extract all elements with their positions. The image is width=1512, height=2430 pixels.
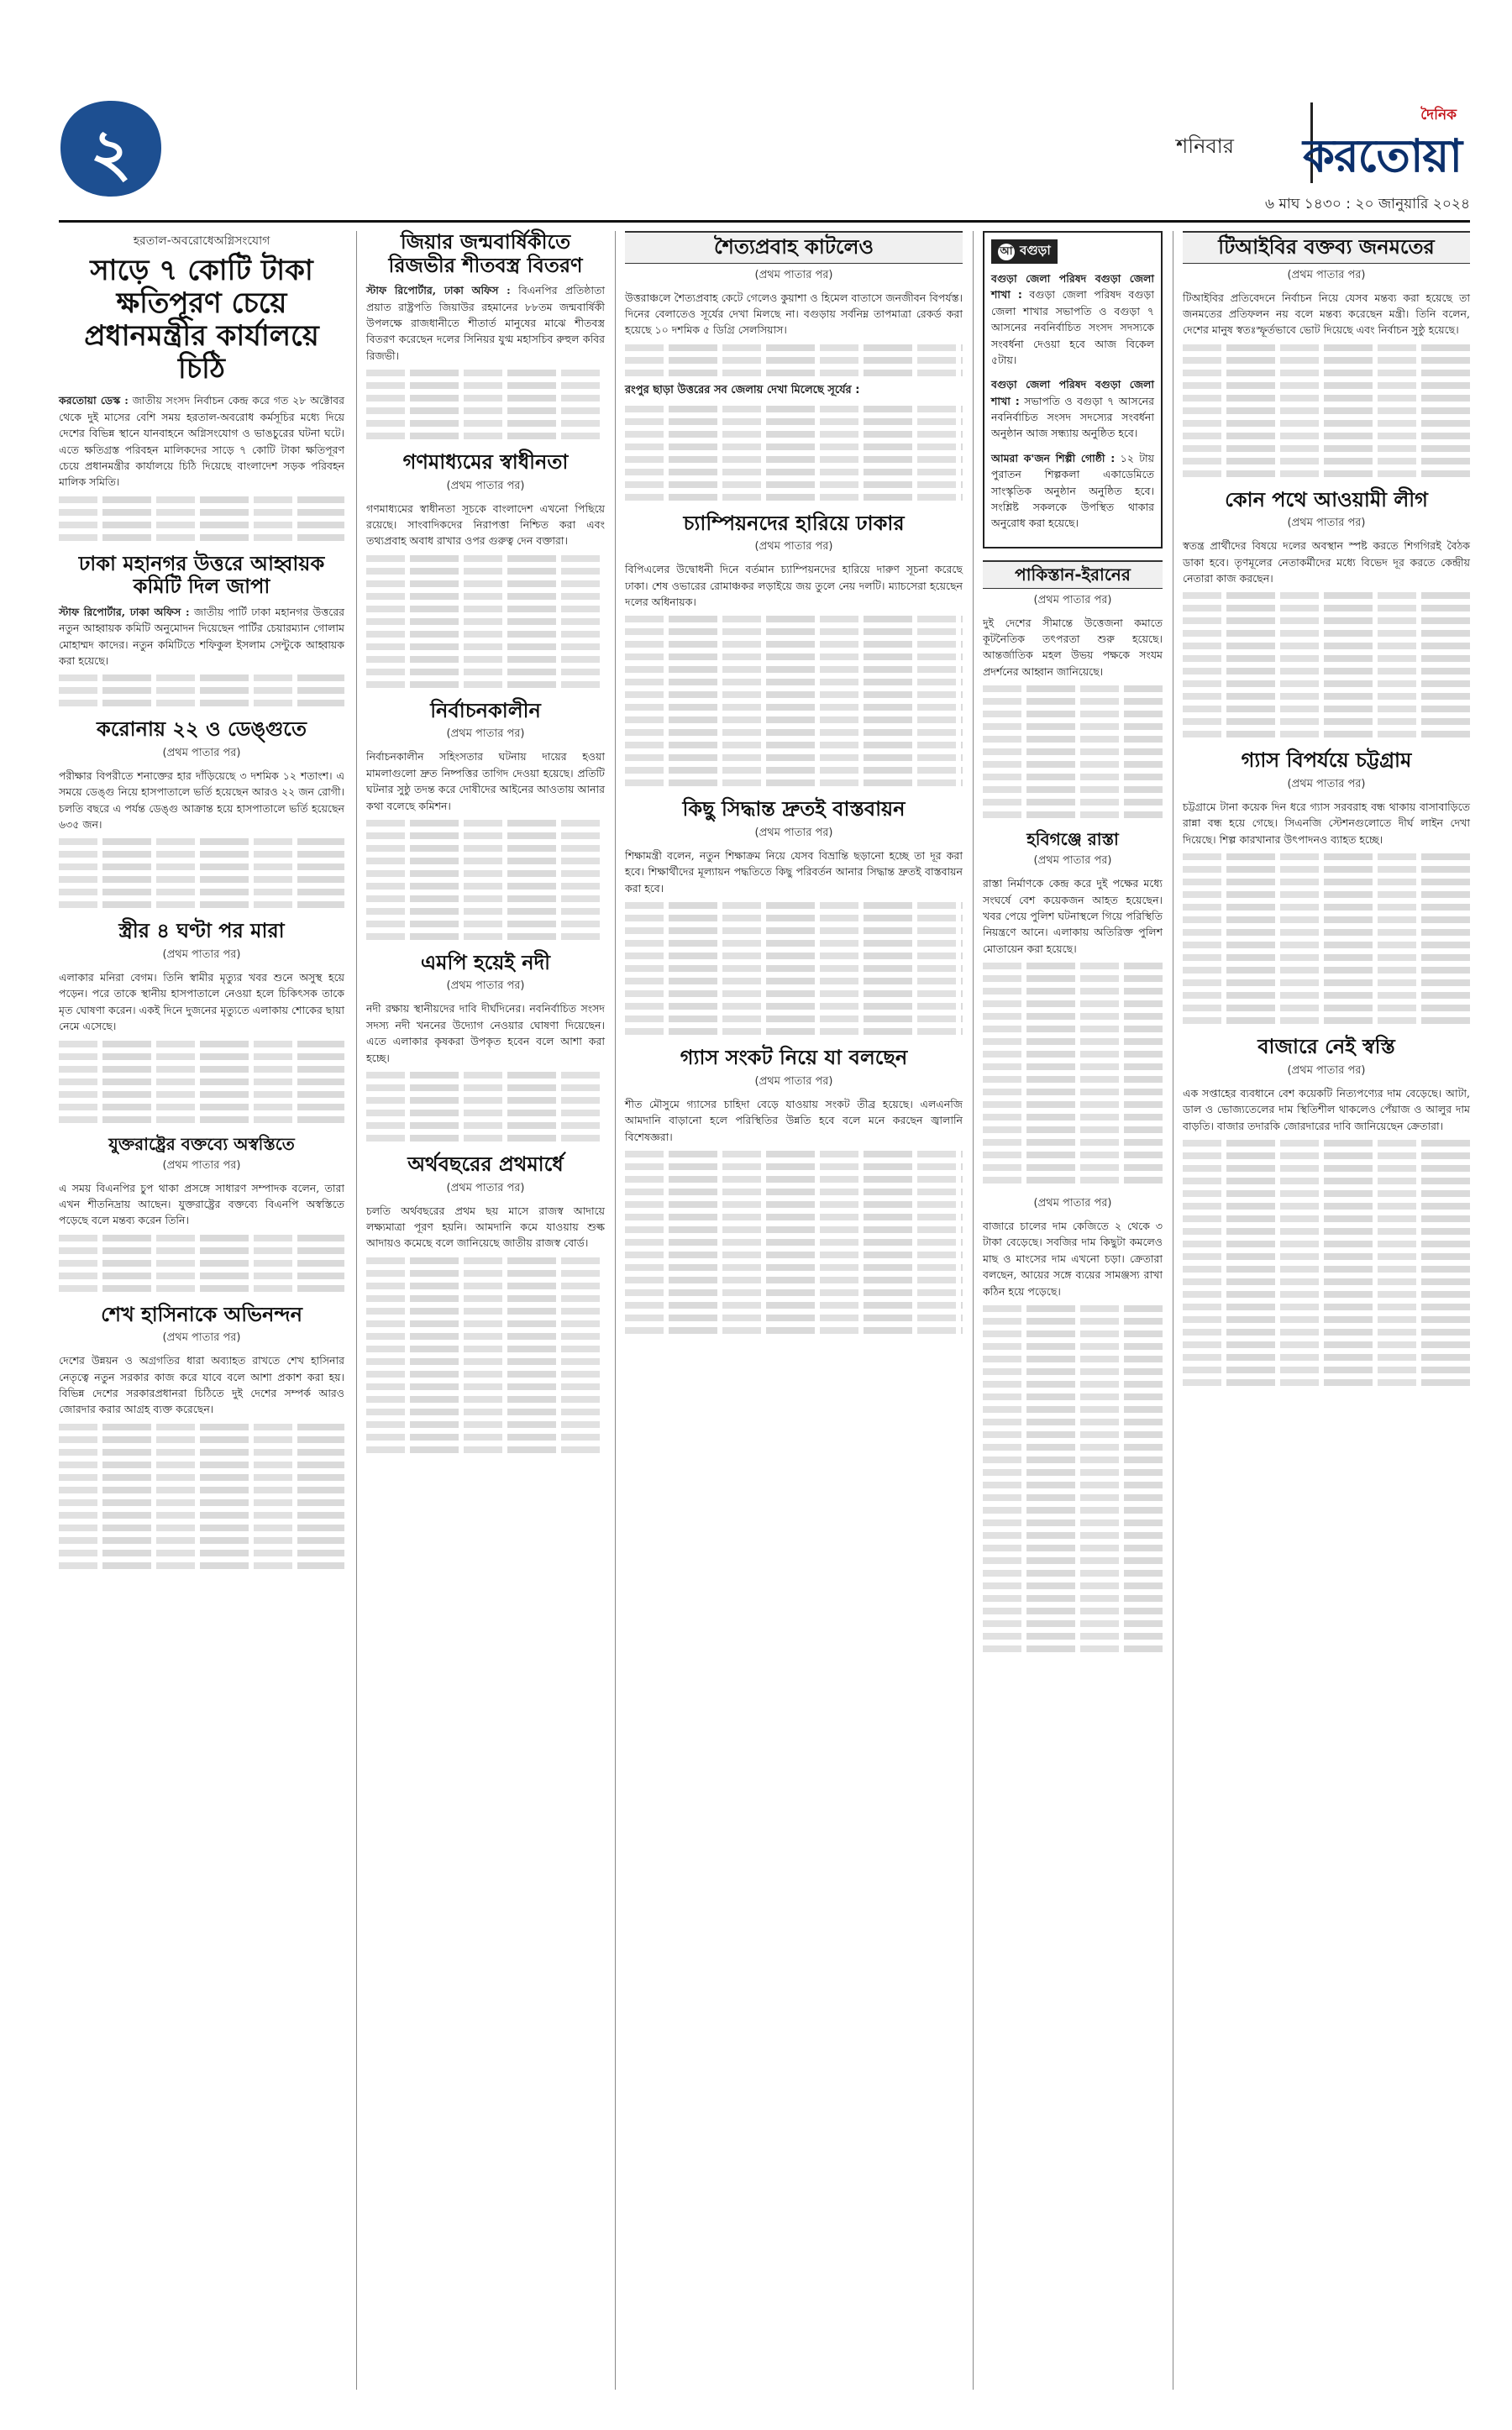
story-pak-iran-body: দুই দেশের সীমান্তে উত্তেজনা কমাতে কূটনৈতিক তৎপরতা শুরু হয়েছে। আন্তর্জাতিক মহল উভয় পক্ষকে সংযম প্রদর্শনের আহ্বান জানিয়েছে।	[983, 616, 1163, 678]
column-4	[983, 231, 1163, 1664]
story-ctg-gas	[1183, 749, 1470, 1024]
story-wife	[59, 920, 344, 1122]
weekday: শনিবার	[1176, 134, 1234, 158]
column-1	[59, 231, 344, 1581]
story-bpl-body: বিপিএলের উদ্বোধনী দিনে বর্তমান চ্যাম্পিয়নদের হারিয়ে দারুণ সূচনা করেছে ঢাকা। শেষ ওভারের রোমাঞ্চকর লড়াইয়ে জয় তুলে নেয় দলটি। ম্যাচসেরা হয়েছেন দলের অধিনায়ক।	[625, 563, 963, 609]
column-3	[625, 231, 963, 1346]
section-tag-icon: আ	[998, 244, 1015, 260]
notice-body: বগুড়া জেলা পরিষদ বগুড়া জেলা শাখার সভাপতি ও বগুড়া ৭ আসনের নবনির্বাচিত সংসদ সদস্যকে সংবর্ধনা দেওয়া হবে আজ বিকেল ৫টায়।	[991, 288, 1154, 366]
continued-label: (প্রথম পাতার পর)	[446, 979, 525, 993]
story-rizvi	[366, 231, 605, 439]
story-usa	[59, 1135, 344, 1292]
story-election-body: নির্বাচনকালীন সহিংসতার ঘটনায় দায়ের হওয়া মামলাগুলো দ্রুত নিষ্পত্তির তাগিদ দেওয়া হয়েছে। প্রতিটি ঘটনার সুষ্ঠু তদন্ত করে দোষীদের আইনের আওতায় আনার কথা বলেছে কমিশন।	[366, 750, 605, 812]
continued-label: (প্রথম পাতার পর)	[754, 268, 833, 281]
story-japa-byline: স্টাফ রিপোর্টার, ঢাকা অফিস :	[59, 605, 190, 618]
continued-label: (প্রথম পাতার পর)	[162, 948, 241, 961]
dateline: ৬ মাঘ ১৪৩০ : ২০ জানুয়ারি ২০২৪	[1265, 196, 1470, 213]
story-fiscal-body: চলতি অর্থবছরের প্রথম ছয় মাসে রাজস্ব আদায়ে লক্ষ্যমাত্রা পূরণ হয়নি। আমদানি কমে যাওয়ায় শুল্ক আদায়ও কমেছে বলে জানিয়েছে জাতীয় রাজস্ব বোর্ড।	[366, 1204, 605, 1250]
lead-body	[59, 392, 344, 490]
continued-label: (প্রথম পাতার পর)	[162, 1158, 241, 1172]
lead-kicker: হরতাল-অবরোধেঅগ্নিসংযোগ	[133, 234, 270, 248]
story-pak-iran	[983, 560, 1163, 819]
notice-title: আমরা ক'জন শিল্পী গোষ্ঠী :	[991, 451, 1116, 464]
column-divider	[356, 231, 357, 2390]
story-wife-body: এলাকার মনিরা বেগম। তিনি স্বামীর মৃত্যুর খবর শুনে অসুস্থ হয়ে পড়েন। পরে তাকে স্থানীয় হাসপাতালে নেওয়া হলে চিকিৎসক তাকে মৃত ঘোষণা করেন। একই দিনে দুজনের মৃত্যুতে এলাকায় শোকের ছায়া নেমে এসেছে।	[59, 971, 344, 1033]
notice-title: বগুড়া জেলা পরিষদ বগুড়া জেলা শাখা :	[991, 378, 1154, 407]
continued-label: (প্রথম পাতার পর)	[754, 540, 833, 554]
notice-body: ১২ টায় পুরাতন শিল্পকলা একাডেমিতে সাংস্কৃতিক অনুষ্ঠান অনুষ্ঠিত হবে। সংশ্লিষ্ট সকলকে উপস্থিত থাকার অনুরোধ করা হয়েছে।	[991, 451, 1154, 530]
story-hasina-body: দেশের উন্নয়ন ও অগ্রগতির ধারা অব্যাহত রাখতে শেখ হাসিনার নেতৃত্বে নতুন সরকার কাজ করে যাবে বলে আশা প্রকাশ করা হয়। বিভিন্ন দেশের সরকারপ্রধানরা চিঠিতে দুই দেশের সম্পর্ক আরও জোরদার করার আগ্রহ ব্যক্ত করেছেন।	[59, 1354, 344, 1416]
story-habiganj-headline: হবিগঞ্জে রাস্তা	[1026, 829, 1119, 850]
story-cold-body: উত্তরাঞ্চলে শৈত্যপ্রবাহ কেটে গেলেও কুয়াশা ও হিমেল বাতাসে জনজীবন বিপর্যস্ত। দিনের বেলাতেও সূর্যের দেখা মিলছে না। বগুড়ায় সর্বনিম্ন তাপমাত্রা রেকর্ড করা হয়েছে ১০ দশমিক ৫ ডিগ্রি সেলসিয়াস।	[625, 291, 963, 337]
story-media-headline: গণমাধ্যমের স্বাধীনতা	[402, 450, 569, 475]
continued-label: (প্রথম পাতার পর)	[1033, 593, 1112, 606]
story-corona-body: পরীক্ষার বিপরীতে শনাক্তের হার দাঁড়িয়েছে ৩ দশমিক ১২ শতাংশ। এ সময়ে ডেঙ্গু নিয়ে হাসপাতালে ভর্তি হয়েছেন আরও ২২ জন রোগী। চলতি বছরে এ পর্যন্ত ডেঙ্গু আক্রান্ত হয়ে হাসপাতালে ভর্তি হয়েছেন ৬৩৫ জন।	[59, 769, 344, 832]
story-pak-iran-headline: পাকিস্তান-ইরানের	[983, 560, 1163, 589]
story-hasina-headline: শেখ হাসিনাকে অভিনন্দন	[101, 1302, 302, 1326]
story-bpl-headline: চ্যাম্পিয়নদের হারিয়ে ঢাকার	[683, 511, 905, 535]
story-ctg-gas-headline: গ্যাস বিপর্যয়ে চট্টগ্রাম	[1241, 748, 1412, 773]
continued-label: (প্রথম পাতার পর)	[754, 1074, 833, 1088]
story-usa-body: এ সময় বিএনপির চুপ থাকা প্রসঙ্গে সাধারণ সম্পাদক বলেন, তারা এখন শীতনিদ্রায় আছেন। যুক্তরাষ্ট্রের বক্তব্যে বিএনপি অস্বস্তিতে পড়েছে বলে মন্তব্য করেন তিনি।	[59, 1181, 344, 1227]
continued-label: (প্রথম পাতার পর)	[1287, 268, 1366, 281]
story-usa-headline: যুক্তরাষ্ট্রের বক্তব্যে অস্বস্তিতে	[108, 1133, 295, 1154]
logo-small-text: দৈনিক	[1420, 107, 1457, 123]
continued-label: (প্রথম পাতার পর)	[1287, 517, 1366, 530]
story-gas-crisis-headline: গ্যাস সংকট নিয়ে যা বলছেন	[680, 1046, 908, 1070]
continued-label: (প্রথম পাতার পর)	[446, 479, 525, 492]
story-wife-headline: স্ত্রীর ৪ ঘণ্টা পর মারা	[118, 919, 285, 943]
story-mp-river	[366, 952, 605, 1142]
story-election	[366, 700, 605, 940]
story-tib-headline: টিআইবির বক্তব্য জনমতের	[1183, 231, 1470, 264]
lead-byline: করতোয়া ডেস্ক :	[59, 394, 129, 407]
story-tib-body: টিআইবির প্রতিবেদনে নির্বাচন নিয়ে যেসব মন্তব্য করা হয়েছে তা জনমতের প্রতিফলন নয় বলে মন্তব্য করেছেন মন্ত্রী। তিনি বলেন, দেশের মানুষ স্বতঃস্ফূর্তভাবে ভোট দিয়েছে এবং নির্বাচন সুষ্ঠু হয়েছে।	[1183, 291, 1470, 337]
notice-item	[991, 376, 1154, 442]
story-election-headline: নির্বাচনকালীন	[430, 698, 541, 722]
story-decision	[625, 798, 963, 1035]
story-decision-headline: কিছু সিদ্ধান্ত দ্রুতই বাস্তবায়ন	[682, 797, 906, 821]
continued-label: (প্রথম পাতার পর)	[1287, 1063, 1366, 1077]
story-rizvi-headline: জিয়ার জন্মবার্ষিকীতে রিজভীর শীতবস্ত্র বিতরণ	[388, 230, 583, 277]
story-cold-subhead: রংপুর ছাড়া উত্তরের সব জেলায় দেখা মিলেছে সূর্যের :	[625, 383, 860, 396]
story-awami-league-headline: কোন পথে আওয়ামী লীগ	[1225, 487, 1428, 512]
story-cold-headline: শৈত্যপ্রবাহ কাটলেও	[625, 231, 963, 264]
bogura-section-tag	[991, 239, 1058, 264]
story-gas-crisis-body: শীত মৌসুমে গ্যাসের চাহিদা বেড়ে যাওয়ায় সংকট তীব্র হয়েছে। এলএনজি আমদানি বাড়ানো হলে পরিস্থিতির উন্নতি হবে বলে মনে করছেন জ্বালানি বিশেষজ্ঞরা।	[625, 1097, 963, 1143]
story-japa-text: জাতীয় পার্টি ঢাকা মহানগর উত্তরের নতুন আহ্বায়ক কমিটি অনুমোদন দিয়েছেন পার্টির চেয়ারম্যান গোলাম মোহাম্মদ কাদের। নতুন কমিটিতে শফিকুল ইসলাম সেন্টুকে আহ্বায়ক করা হয়েছে।	[59, 605, 344, 667]
lead-story	[59, 231, 344, 541]
story-bpl	[625, 512, 963, 787]
notice-body: সভাপতি ও বগুড়া ৭ আসনের নবনির্বাচিত সংসদ সদস্যের সংবর্ধনা অনুষ্ঠান আজ সন্ধ্যায় অনুষ্ঠিত হবে।	[991, 394, 1154, 440]
story-market-headline: বাজারে নেই স্বস্তি	[1257, 1035, 1395, 1059]
column-divider	[973, 231, 974, 2390]
story-decision-body: শিক্ষামন্ত্রী বলেন, নতুন শিক্ষাক্রম নিয়ে যেসব বিভ্রান্তি ছড়ানো হচ্ছে তা দূর করা হবে। শিক্ষার্থীদের মূল্যায়ন পদ্ধতিতে কিছু পরিবর্তন আনার সিদ্ধান্ত দ্রুতই বাস্তবায়ন করা হবে।	[625, 849, 963, 895]
logo-title: করতোয়া	[1303, 129, 1462, 182]
story-fiscal-headline: অর্থবছরের প্রথমার্ধে	[407, 1152, 564, 1176]
story-media	[366, 451, 605, 688]
column-divider	[615, 231, 616, 2390]
continued-label: (প্রথম পাতার পর)	[1033, 854, 1112, 868]
page-number-badge	[59, 99, 163, 198]
story-market	[1183, 1036, 1470, 1386]
column-2	[366, 231, 605, 1465]
bogura-notice-box	[983, 231, 1163, 548]
story-japa-body	[59, 604, 344, 669]
story-hasina	[59, 1304, 344, 1569]
story-corona	[59, 718, 344, 908]
story-media-body: গণমাধ্যমের স্বাধীনতা সূচকে বাংলাদেশ এখনো পিছিয়ে রয়েছে। সাংবাদিকদের নিরাপত্তা নিশ্চিত করা এবং তথ্যপ্রবাহ অবাধ রাখার ওপর গুরুত্ব দেন বক্তারা।	[366, 501, 605, 548]
newspaper-logo	[1303, 102, 1470, 183]
story-corona-headline: করোনায় ২২ ও ডেঙ্গুতে	[97, 717, 307, 742]
page-number: ২	[90, 115, 132, 190]
story-cold	[625, 231, 963, 501]
story-japa-headline: ঢাকা মহানগর উত্তরে আহ্বায়ক কমিটি দিল জাপা	[78, 551, 325, 599]
story-japa	[59, 553, 344, 707]
notice-item	[991, 270, 1154, 368]
masthead-rule	[59, 220, 1470, 223]
continued-label: (প্রথম পাতার পর)	[446, 727, 525, 741]
section-tag-label: বগুড়া	[1020, 243, 1051, 258]
column-5	[1183, 231, 1470, 1398]
continued-label: (প্রথম পাতার পর)	[1033, 1197, 1112, 1210]
story-market-cont-body: বাজারে চালের দাম কেজিতে ২ থেকে ৩ টাকা বেড়েছে। সবজির দাম কিছুটা কমলেও মাছ ও মাংসের দাম এখনো চড়া। ক্রেতারা বলছেন, আয়ের সঙ্গে ব্যয়ের সামঞ্জস্য রাখা কঠিন হয়ে পড়েছে।	[983, 1220, 1163, 1298]
story-gas-crisis	[625, 1047, 963, 1334]
story-mp-river-headline: এমপি হয়েই নদী	[420, 950, 551, 974]
continued-label: (প্রথম পাতার পর)	[162, 746, 241, 759]
story-mp-river-body: নদী রক্ষায় স্থানীয়দের দাবি দীর্ঘদিনের। নবনির্বাচিত সংসদ সদস্য নদী খননের উদ্যোগ নেওয়ার ঘোষণা দিয়েছেন। এতে এলাকার কৃষকরা উপকৃত হবেন বলে আশা করা হচ্ছে।	[366, 1002, 605, 1064]
masthead	[59, 99, 1470, 217]
story-habiganj-body: রাস্তা নির্মাণকে কেন্দ্র করে দুই পক্ষের মধ্যে সংঘর্ষে বেশ কয়েকজন আহত হয়েছেন। খবর পেয়ে পুলিশ ঘটনাস্থলে গিয়ে পরিস্থিতি নিয়ন্ত্রণে আনে। এলাকায় অতিরিক্ত পুলিশ মোতায়েন করা হয়েছে।	[983, 877, 1163, 955]
story-rizvi-text: বিএনপির প্রতিষ্ঠাতা প্রয়াত রাষ্ট্রপতি জিয়াউর রহমানের ৮৮তম জন্মবার্ষিকী উপলক্ষে রাজধানীতে শীতার্ত মানুষের মাঝে শীতবস্ত্র বিতরণ করেছেন দলের সিনিয়র যুগ্ম মহাসচিব রুহুল কবির রিজভী।	[366, 284, 605, 362]
notice-title: বগুড়া জেলা পরিষদ বগুড়া জেলা শাখা :	[991, 272, 1154, 302]
story-rizvi-byline: স্টাফ রিপোর্টার, ঢাকা অফিস :	[366, 284, 511, 297]
continued-label: (প্রথম পাতার পর)	[754, 827, 833, 840]
story-market-body: এক সপ্তাহের ব্যবধানে বেশ কয়েকটি নিত্যপণ্যের দাম বেড়েছে। আটা, ডাল ও ভোজ্যতেলের দাম স্থিতিশীল থাকলেও পেঁয়াজ ও আলুর দাম বাড়তি। বাজার তদারকি জোরদারের দাবি জানিয়েছেন ক্রেতারা।	[1183, 1086, 1470, 1132]
lead-headline: সাড়ে ৭ কোটি টাকা ক্ষতিপূরণ চেয়ে প্রধানমন্ত্রীর কার্যালয়ে চিঠি	[84, 254, 319, 386]
story-tib	[1183, 231, 1470, 477]
story-fiscal	[366, 1153, 605, 1453]
story-habiganj	[983, 830, 1163, 1184]
lead-text: জাতীয় সংসদ নির্বাচন কেন্দ্র করে গত ২৮ অক্টোবর থেকে দুই মাসের বেশি সময় হরতাল-অবরোধ কর্মসূচির মধ্যে দিয়ে দেশের বিভিন্ন স্থানে যানবাহনে অগ্নিসংযোগ ও ভাঙচুরের ঘটনা ঘটে। এতে ক্ষতিগ্রস্ত পরিবহন মালিকদের সাড়ে ৭ কোটি টাকা ক্ষতিপূরণ চেয়ে প্রধানমন্ত্রীর কার্যালয়ে চিঠি দিয়েছে বাংলাদেশ সড়ক পরিবহন মালিক সমিতি।	[59, 394, 344, 489]
story-awami-league-body: স্বতন্ত্র প্রার্থীদের বিষয়ে দলের অবস্থান স্পষ্ট করতে শিগগিরই বৈঠক ডাকা হবে। তৃণমূলের নেতাকর্মীদের মধ্যে বিভেদ দূর করতে কেন্দ্রীয় নেতারা কাজ করছেন।	[1183, 539, 1470, 585]
story-awami-league	[1183, 489, 1470, 738]
continued-label: (প্রথম পাতার পর)	[162, 1331, 241, 1345]
story-ctg-gas-body: চট্টগ্রামে টানা কয়েক দিন ধরে গ্যাস সরবরাহ বন্ধ থাকায় বাসাবাড়িতে রান্না বন্ধ হয়ে গেছে। সিএনজি স্টেশনগুলোতে দীর্ঘ লাইন দেখা দিয়েছে। শিল্প কারখানার উৎপাদনও ব্যাহত হচ্ছে।	[1183, 800, 1470, 846]
story-rizvi-body	[366, 282, 605, 364]
continued-label: (প্রথম পাতার পর)	[1287, 778, 1366, 791]
brand-block	[1176, 102, 1470, 183]
continued-label: (প্রথম পাতার পর)	[446, 1181, 525, 1194]
story-market-cont	[983, 1195, 1163, 1652]
notice-item	[991, 450, 1154, 532]
